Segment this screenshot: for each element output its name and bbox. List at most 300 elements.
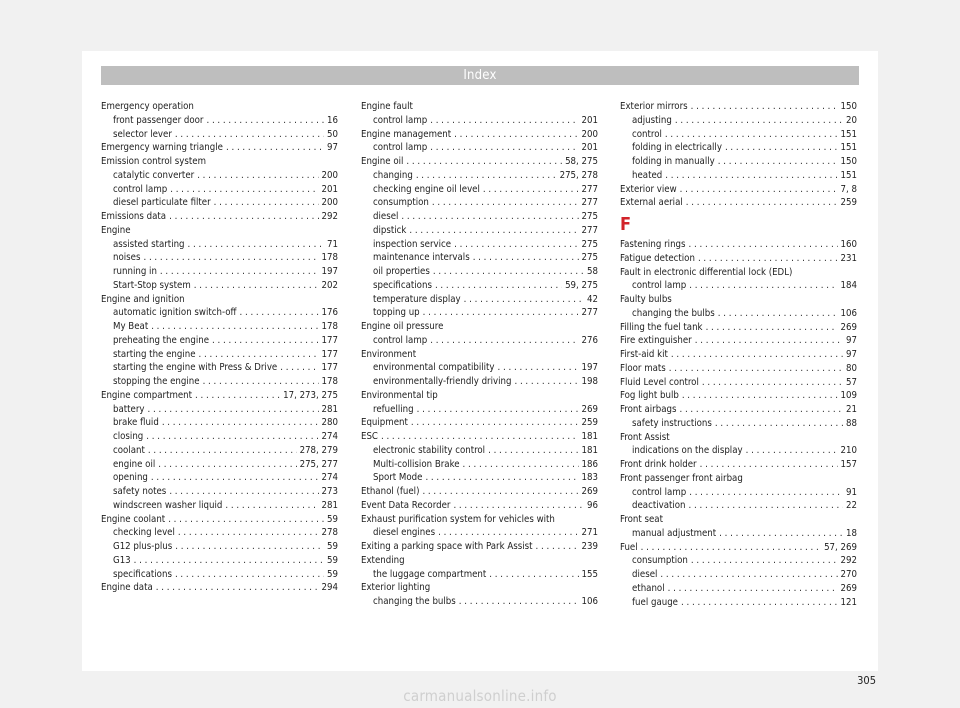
dot-leader (148, 403, 319, 417)
dot-leader (459, 595, 579, 609)
dot-leader (746, 444, 838, 458)
entry-page-ref[interactable]: 200 (581, 128, 598, 140)
dot-leader (430, 114, 578, 128)
index-entry (620, 458, 857, 472)
entry-page-ref[interactable]: 109 (840, 390, 857, 402)
entry-label: Start-Stop system (113, 279, 191, 291)
index-entry (620, 403, 857, 417)
entry-label: Fault in electronic differential lock (EDL) (620, 266, 793, 278)
index-entry (620, 376, 857, 390)
dot-leader (725, 141, 838, 155)
entry-page-ref[interactable]: 275 (581, 252, 598, 264)
index-subentry (361, 471, 598, 485)
entry-page-ref[interactable]: 275, 277 (299, 458, 338, 470)
dot-leader (718, 155, 838, 169)
dot-leader (175, 568, 324, 582)
entry-page-ref[interactable]: 121 (840, 596, 857, 608)
entry-page-ref[interactable]: 183 (581, 472, 598, 484)
index-subentry (620, 417, 857, 431)
entry-label: environmentally-friendly driving (373, 376, 512, 387)
dot-leader (536, 540, 579, 554)
entry-page-ref[interactable]: 280 (321, 417, 338, 429)
section-header-bar (101, 66, 859, 85)
entry-page-ref[interactable]: 178 (321, 376, 338, 387)
entry-label: running in (113, 266, 157, 277)
index-subentry (361, 595, 598, 609)
dot-leader (225, 499, 318, 513)
index-column-2 (361, 100, 598, 609)
entry-page-ref[interactable]: 231 (840, 252, 857, 264)
index-subentry (101, 526, 338, 540)
entry-page-ref[interactable]: 22 (846, 500, 857, 512)
entry-label: Front passenger front airbag (620, 472, 743, 484)
index-subentry (620, 128, 857, 142)
dot-leader (433, 265, 584, 279)
index-subentry (101, 458, 338, 472)
dot-leader (483, 183, 579, 197)
entry-label: electronic stability control (373, 444, 486, 456)
entry-page-ref[interactable]: 274 (321, 431, 338, 442)
dot-leader (280, 361, 318, 375)
dot-leader (718, 307, 838, 321)
dot-leader (689, 486, 843, 500)
entry-label: coolant (113, 444, 145, 456)
entry-page-ref[interactable]: 151 (840, 142, 857, 154)
entry-label: Emission control system (101, 156, 206, 167)
index-subentry (361, 224, 598, 238)
entry-label: Fuel (620, 541, 638, 553)
index-subentry (101, 554, 338, 568)
entry-page-ref[interactable]: 59 (327, 541, 338, 552)
entry-page-ref[interactable]: 269 (840, 321, 857, 333)
entry-page-ref[interactable]: 16 (327, 114, 338, 126)
entry-page-ref[interactable]: 277 (581, 224, 598, 236)
index-subentry (620, 499, 857, 513)
index-subentry (620, 554, 857, 568)
index-entry (361, 389, 598, 403)
index-entry (361, 348, 598, 362)
entry-label: Engine data (101, 582, 153, 594)
index-entry (361, 513, 598, 527)
entry-label: Emergency operation (101, 101, 194, 112)
dot-leader (195, 389, 280, 403)
entry-page-ref[interactable]: 269 (581, 403, 598, 415)
entry-page-ref[interactable]: 50 (327, 128, 338, 140)
entry-page-ref[interactable]: 80 (846, 362, 857, 374)
index-subentry (361, 251, 598, 265)
entry-page-ref[interactable]: 200 (321, 169, 338, 181)
entry-page-ref[interactable]: 150 (840, 156, 857, 167)
dot-leader (169, 485, 318, 499)
dot-leader (416, 169, 557, 183)
dot-leader (681, 596, 838, 610)
index-entry (101, 210, 338, 224)
entry-page-ref[interactable]: 97 (846, 335, 857, 347)
entry-page-ref[interactable]: 106 (840, 307, 857, 319)
entry-label: Engine oil pressure (361, 321, 444, 332)
entry-label: Faulty bulbs (620, 294, 672, 305)
entry-label: fuel gauge (632, 596, 678, 608)
entry-page-ref[interactable]: 160 (840, 239, 857, 250)
entry-label: Floor mats (620, 362, 666, 374)
entry-label: control lamp (373, 334, 428, 346)
index-subentry (620, 279, 857, 293)
index-entry (361, 100, 598, 114)
entry-page-ref[interactable]: 96 (587, 499, 598, 511)
entry-label: Multi-collision Brake (373, 458, 460, 470)
entry-page-ref[interactable]: 97 (327, 142, 338, 154)
index-entry (101, 141, 338, 155)
entry-page-ref[interactable]: 277 (581, 183, 598, 195)
entry-label: assisted starting (113, 238, 185, 250)
entry-page-ref[interactable]: 200 (321, 197, 338, 209)
entry-page-ref[interactable]: 198 (581, 376, 598, 387)
entry-page-ref[interactable]: 21 (846, 404, 857, 415)
entry-page-ref[interactable]: 17, 273, 275 (283, 389, 338, 401)
entry-page-ref[interactable]: 275, 278 (559, 169, 598, 181)
entry-label: temperature display (373, 293, 461, 305)
entry-label: Engine management (361, 128, 452, 140)
dot-leader (158, 458, 296, 472)
entry-label: diesel (373, 211, 399, 222)
index-column-3 (620, 100, 857, 609)
entry-page-ref[interactable]: 278, 279 (299, 444, 338, 456)
entry-label: closing (113, 431, 144, 442)
entry-page-ref[interactable]: 106 (581, 596, 598, 607)
entry-label: Exiting a parking space with Park Assist (361, 541, 533, 552)
entry-page-ref[interactable]: 177 (321, 348, 338, 360)
dot-leader (430, 334, 578, 348)
index-subentry (101, 265, 338, 279)
entry-page-ref[interactable]: 155 (581, 568, 598, 580)
dot-leader (175, 128, 324, 142)
entry-label: diesel (632, 569, 658, 580)
entry-page-ref[interactable]: 20 (846, 114, 857, 126)
entry-page-ref[interactable]: 42 (587, 293, 598, 305)
page-number: 305 (857, 674, 876, 687)
dot-leader (665, 169, 837, 183)
dot-leader (148, 444, 297, 458)
entry-page-ref[interactable]: 58, 275 (565, 156, 598, 167)
entry-page-ref[interactable]: 18 (846, 527, 857, 539)
index-entry (361, 128, 598, 142)
index-subentry (101, 403, 338, 417)
entry-label: specifications (113, 568, 172, 580)
entry-page-ref[interactable]: 88 (846, 417, 857, 429)
dot-leader (156, 581, 319, 595)
entry-label: First-aid kit (620, 349, 668, 360)
entry-page-ref[interactable]: 281 (321, 403, 338, 415)
dot-leader (151, 320, 318, 334)
index-entry (620, 183, 857, 197)
entry-page-ref[interactable]: 201 (581, 114, 598, 126)
entry-page-ref[interactable]: 277 (581, 197, 598, 209)
entry-page-ref[interactable]: 276 (581, 334, 598, 346)
index-subentry (101, 320, 338, 334)
dot-leader (682, 389, 838, 403)
entry-page-ref[interactable]: 177 (321, 362, 338, 374)
index-subentry (361, 265, 598, 279)
dot-leader (488, 444, 578, 458)
entry-label: Fluid Level control (620, 376, 699, 388)
entry-label: Exterior view (620, 183, 677, 195)
entry-page-ref[interactable]: 59 (327, 513, 338, 525)
dot-leader (641, 541, 821, 555)
entry-label: diesel particulate filter (113, 197, 211, 209)
index-subentry (620, 527, 857, 541)
entry-label: indications on the display (632, 445, 743, 457)
entry-page-ref[interactable]: 151 (840, 169, 857, 181)
index-subentry (361, 361, 598, 375)
entry-page-ref[interactable]: 7, 8 (840, 183, 857, 195)
entry-label: changing the bulbs (632, 307, 715, 319)
dot-leader (463, 458, 579, 472)
index-subentry (101, 485, 338, 499)
entry-label: Exterior mirrors (620, 101, 688, 112)
entry-page-ref[interactable]: 278 (321, 527, 338, 539)
entry-page-ref[interactable]: 197 (321, 266, 338, 277)
entry-label: Environmental tip (361, 389, 438, 401)
index-entry (620, 431, 857, 445)
index-subentry (361, 114, 598, 128)
entry-label: changing (373, 169, 413, 181)
index-subentry (361, 196, 598, 210)
entry-page-ref[interactable]: 281 (321, 499, 338, 511)
entry-page-ref[interactable]: 210 (840, 445, 857, 457)
entry-page-ref[interactable]: 184 (840, 280, 857, 292)
index-subentry (101, 430, 338, 444)
entry-label: Front drink holder (620, 459, 697, 470)
dot-leader (660, 568, 837, 582)
index-entry (101, 100, 338, 114)
index-subentry (101, 540, 338, 554)
entry-label: Engine oil (361, 156, 404, 167)
index-entry (361, 416, 598, 430)
entry-page-ref[interactable]: 186 (581, 458, 598, 470)
dot-leader (169, 210, 318, 224)
entry-label: My Beat (113, 321, 149, 332)
index-entry (101, 224, 338, 238)
index-entry (361, 581, 598, 595)
entry-label: control lamp (632, 280, 687, 292)
index-entry (361, 320, 598, 334)
dot-leader (170, 183, 318, 197)
entry-page-ref[interactable]: 271 (581, 527, 598, 539)
index-entry (620, 472, 857, 486)
dot-leader (719, 527, 843, 541)
entry-page-ref[interactable]: 259 (581, 417, 598, 429)
index-entry (101, 581, 338, 595)
entry-label: deactivation (632, 500, 686, 512)
dot-leader (668, 582, 838, 596)
dot-leader (689, 279, 837, 293)
entry-label: folding in electrically (632, 142, 722, 154)
dot-leader (454, 238, 578, 252)
entry-page-ref[interactable]: 59, 275 (565, 279, 598, 291)
entry-label: Fatigue detection (620, 252, 695, 264)
dot-leader (417, 403, 579, 417)
entry-page-ref[interactable]: 273 (321, 486, 338, 497)
index-section-letter: F (620, 214, 632, 235)
entry-page-ref[interactable]: 176 (321, 307, 338, 319)
index-subentry (361, 210, 598, 224)
dot-leader (689, 499, 843, 513)
entry-label: topping up (373, 307, 420, 319)
entry-page-ref[interactable]: 151 (840, 128, 857, 140)
entry-page-ref[interactable]: 178 (321, 252, 338, 264)
dot-leader (146, 430, 318, 444)
dot-leader (435, 279, 562, 293)
entry-label: diesel engines (373, 527, 436, 539)
entry-page-ref[interactable]: 274 (321, 472, 338, 484)
entry-label: control lamp (632, 486, 687, 498)
index-subentry (361, 169, 598, 183)
entry-page-ref[interactable]: 150 (840, 101, 857, 112)
entry-page-ref[interactable]: 275 (581, 238, 598, 250)
index-subentry (101, 348, 338, 362)
index-subentry (620, 444, 857, 458)
dot-leader (151, 471, 319, 485)
entry-label: specifications (373, 279, 432, 291)
entry-page-ref[interactable]: 181 (581, 444, 598, 456)
entry-label: starting the engine (113, 348, 196, 360)
dot-leader (698, 252, 838, 266)
index-entry (620, 293, 857, 307)
entry-label: Ethanol (fuel) (361, 486, 420, 497)
dot-leader (473, 251, 579, 265)
index-subentry (101, 361, 338, 375)
entry-page-ref[interactable]: 178 (321, 321, 338, 332)
index-subentry (101, 251, 338, 265)
entry-label: Filling the fuel tank (620, 321, 703, 333)
index-entry (361, 554, 598, 568)
entry-label: Front seat (620, 514, 663, 525)
dot-leader (197, 169, 318, 183)
dot-leader (203, 375, 319, 389)
entry-label: Engine fault (361, 101, 413, 112)
entry-label: folding in manually (632, 156, 715, 167)
dot-leader (700, 458, 838, 472)
dot-leader (489, 568, 578, 582)
index-subentry (361, 458, 598, 472)
entry-label: Fire extinguisher (620, 335, 692, 347)
entry-label: G13 (113, 554, 131, 566)
dot-leader (143, 251, 318, 265)
index-subentry (101, 279, 338, 293)
dot-leader (425, 471, 578, 485)
dot-leader (498, 361, 579, 375)
index-entry (101, 513, 338, 527)
entry-page-ref[interactable]: 275 (581, 211, 598, 222)
index-subentry (620, 582, 857, 596)
entry-label: brake fluid (113, 417, 159, 429)
entry-page-ref[interactable]: 292 (321, 211, 338, 222)
entry-page-ref[interactable]: 259 (840, 197, 857, 209)
dot-leader (691, 100, 838, 114)
entry-label: Front airbags (620, 404, 677, 415)
entry-label: Fastening rings (620, 239, 686, 250)
entry-label: Front Assist (620, 431, 670, 443)
entry-label: Exhaust purification system for vehicles with (361, 513, 555, 525)
dot-leader (206, 114, 324, 128)
entry-page-ref[interactable]: 202 (321, 279, 338, 291)
dot-leader (702, 376, 843, 390)
entry-page-ref[interactable]: 294 (321, 582, 338, 594)
entry-label: environmental compatibility (373, 362, 495, 374)
entry-page-ref[interactable]: 239 (581, 541, 598, 552)
index-subentry (361, 444, 598, 458)
entry-page-ref[interactable]: 91 (846, 486, 857, 498)
index-entry (620, 334, 857, 348)
entry-page-ref[interactable]: 177 (321, 334, 338, 346)
entry-label: noises (113, 252, 141, 264)
entry-label: consumption (373, 197, 429, 209)
dot-leader (411, 416, 579, 430)
entry-page-ref[interactable]: 201 (321, 183, 338, 195)
entry-label: ESC (361, 431, 378, 442)
index-subentry (620, 155, 857, 169)
entry-page-ref[interactable]: 59 (327, 554, 338, 566)
entry-page-ref[interactable]: 197 (581, 362, 598, 374)
entry-label: Extending (361, 554, 405, 566)
dot-leader (665, 128, 838, 142)
dot-leader (669, 362, 843, 376)
index-subentry (361, 279, 598, 293)
index-subentry (361, 334, 598, 348)
index-subentry (101, 128, 338, 142)
dot-leader (214, 196, 319, 210)
entry-page-ref[interactable]: 269 (581, 486, 598, 497)
entry-label: adjusting (632, 114, 672, 126)
entry-label: opening (113, 472, 148, 484)
dot-leader (706, 321, 838, 335)
entry-page-ref[interactable]: 58 (587, 266, 598, 277)
dot-leader (175, 540, 324, 554)
entry-label: Engine coolant (101, 513, 166, 525)
entry-page-ref[interactable]: 201 (581, 142, 598, 154)
entry-label: Exterior lighting (361, 582, 431, 594)
entry-page-ref[interactable]: 269 (840, 582, 857, 594)
entry-page-ref[interactable]: 157 (840, 459, 857, 470)
entry-label: Event Data Recorder (361, 499, 451, 511)
entry-page-ref[interactable]: 270 (840, 569, 857, 580)
index-entry (620, 513, 857, 527)
entry-label: changing the bulbs (373, 596, 456, 607)
dot-leader (679, 403, 843, 417)
index-subentry (361, 403, 598, 417)
entry-label: engine oil (113, 458, 156, 470)
index-subentry (101, 471, 338, 485)
entry-page-ref[interactable]: 57, 269 (824, 541, 857, 553)
entry-page-ref[interactable]: 57 (846, 376, 857, 388)
entry-label: preheating the engine (113, 334, 210, 346)
entry-page-ref[interactable]: 59 (327, 568, 338, 580)
entry-page-ref[interactable]: 71 (327, 238, 338, 250)
entry-page-ref[interactable]: 181 (581, 431, 598, 442)
entry-page-ref[interactable]: 277 (581, 307, 598, 319)
index-entry (361, 485, 598, 499)
entry-label: checking engine oil level (373, 183, 480, 195)
index-subentry (361, 293, 598, 307)
dot-leader (199, 348, 319, 362)
entry-page-ref[interactable]: 292 (840, 555, 857, 567)
index-subentry (101, 183, 338, 197)
dot-leader (691, 554, 838, 568)
index-subentry (101, 238, 338, 252)
index-subentry (361, 306, 598, 320)
dot-leader (680, 183, 838, 197)
entry-page-ref[interactable]: 97 (846, 349, 857, 360)
